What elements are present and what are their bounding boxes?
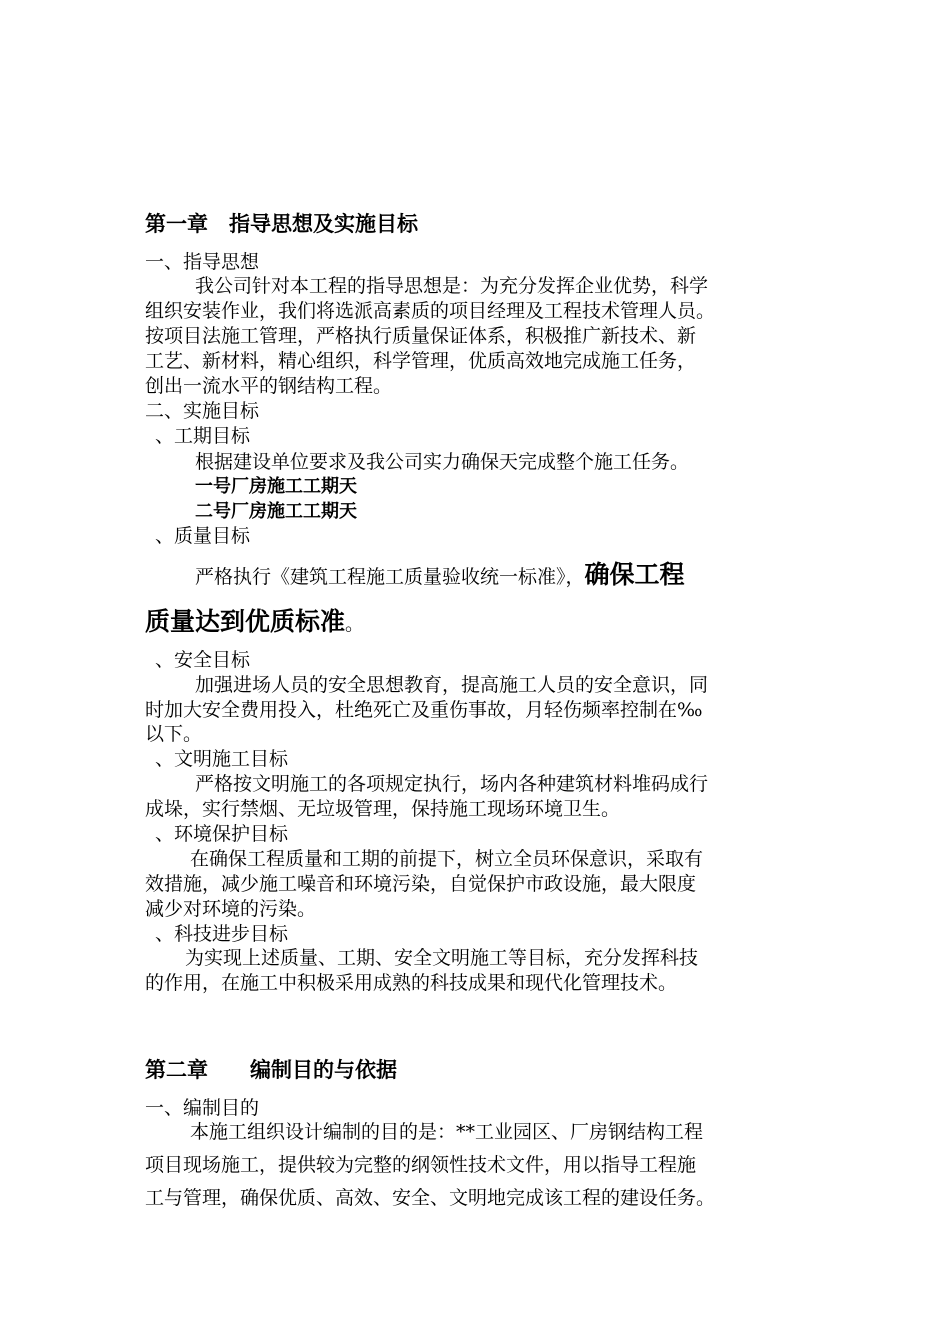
quality-period: 。 (345, 613, 365, 635)
safety-line: 以下。 (145, 723, 203, 745)
technology-line: 为实现上述质量、工期、安全文明施工等目标，充分发挥科技 (185, 947, 699, 969)
guiding-line: 我公司针对本工程的指导思想是：为充分发挥企业优势，科学 (195, 275, 709, 297)
quality-emphasis: 质量达到优质标准 (145, 607, 346, 636)
plant-1-schedule: 一号厂房施工工期天 (195, 476, 357, 497)
civilized-line: 严格按文明施工的各项规定执行，场内各种建筑材料堆码成行 (195, 773, 709, 795)
schedule-text: 根据建设单位要求及我公司实力确保天完成整个施工任务。 (195, 451, 690, 473)
civilized-line: 成垛，实行禁烟、无垃圾管理，保持施工现场环境卫生。 (145, 798, 621, 820)
schedule-heading: 、工期目标 (155, 425, 251, 447)
quality-text-line2 (145, 607, 364, 639)
safety-line: 加强进场人员的安全思想教育，提高施工人员的安全意识，同 (195, 674, 709, 696)
guiding-line: 组织安装作业，我们将选派高素质的项目经理及工程技术管理人员。 (145, 300, 716, 322)
guiding-line: 工艺、新材料，精心组织，科学管理，优质高效地完成施工任务， (145, 350, 697, 372)
civilized-heading: 、文明施工目标 (155, 748, 289, 770)
guiding-line: 按项目法施工管理，严格执行质量保证体系，积极推广新技术、新 (145, 325, 697, 347)
quality-text-line1 (195, 560, 685, 592)
quality-heading: 、质量目标 (155, 525, 251, 547)
purpose-line: 项目现场施工，提供较为完整的纲领性技术文件，用以指导工程施 (145, 1154, 697, 1176)
chapter-2-title: 第二章 编制目的与依据 (145, 1058, 397, 1082)
safety-heading: 、安全目标 (155, 649, 251, 671)
section-purpose-heading: 一、编制目的 (145, 1097, 260, 1119)
section-guiding-heading: 一、指导思想 (145, 251, 260, 273)
environment-heading: 、环境保护目标 (155, 823, 289, 845)
environment-line: 减少对环境的污染。 (145, 898, 317, 920)
environment-line: 在确保工程质量和工期的前提下，树立全员环保意识，采取有 (190, 848, 704, 870)
plant-2-schedule: 二号厂房施工工期天 (195, 501, 357, 522)
environment-line: 效措施，减少施工噪音和环境污染，自觉保护市政设施，最大限度 (145, 873, 697, 895)
safety-line: 时加大安全费用投入，杜绝死亡及重伤事故，月轻伤频率控制在‰ (145, 699, 703, 721)
technology-line: 的作用，在施工中积极采用成熟的科技成果和现代化管理技术。 (145, 972, 678, 994)
technology-heading: 、科技进步目标 (155, 923, 289, 945)
section-targets-heading: 二、实施目标 (145, 400, 260, 422)
purpose-line: 工与管理，确保优质、高效、安全、文明地完成该工程的建设任务。 (145, 1187, 716, 1209)
guiding-line: 创出一流水平的钢结构工程。 (145, 375, 393, 397)
purpose-line: 本施工组织设计编制的目的是：**工业园区、厂房钢结构工程 (190, 1121, 704, 1143)
quality-text: 严格执行《建筑工程施工质量验收统一标准》， (195, 566, 585, 588)
quality-emphasis: 确保工程 (584, 560, 685, 589)
chapter-1-title: 第一章 指导思想及实施目标 (145, 212, 418, 236)
